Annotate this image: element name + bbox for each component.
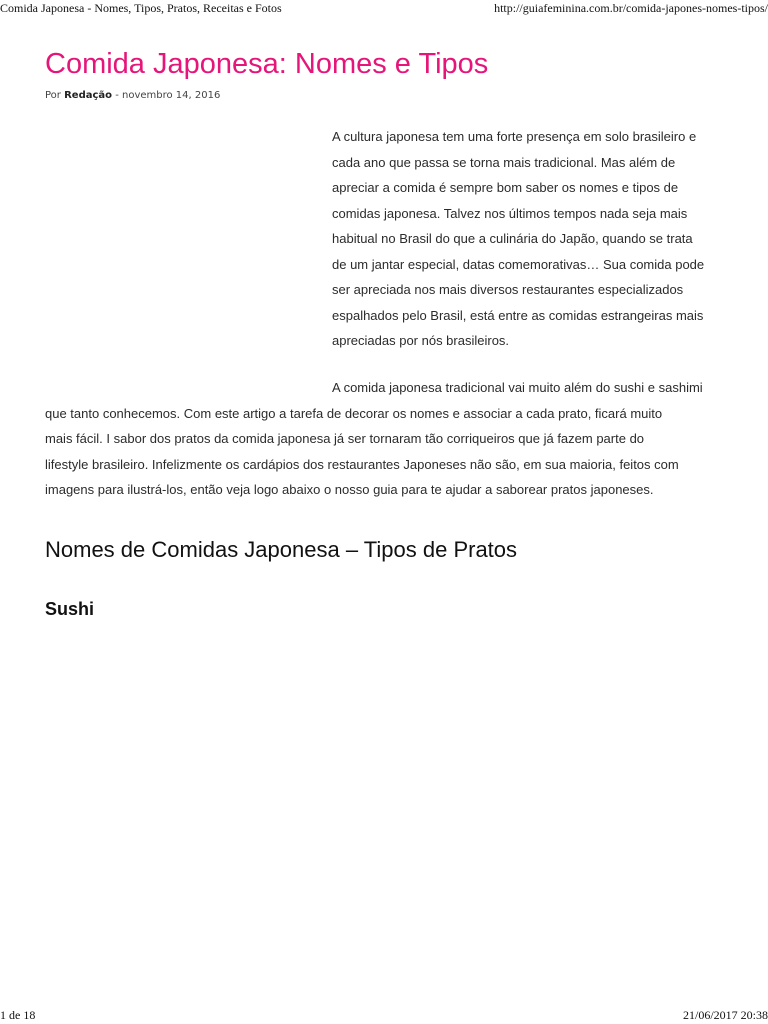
paragraph-line: apreciar a comida é sempre bom saber os nomes e tipos de <box>332 180 679 195</box>
article-title: Comida Japonesa: Nomes e Tipos <box>45 48 489 80</box>
print-footer <box>0 1008 768 1024</box>
page-indicator: 1 de 18 <box>0 1008 36 1022</box>
second-paragraph <box>45 375 703 503</box>
intro-paragraph <box>332 124 704 354</box>
print-url: http://guiafeminina.com.br/comida-japones-nomes-tipos/ <box>494 1 768 15</box>
paragraph-line: ser apreciada nos mais diversos restaurantes especializados <box>332 282 684 297</box>
paragraph-line: apreciadas por nós brasileiros. <box>332 333 510 348</box>
paragraph-line: que tanto conhecemos. Com este artigo a tarefa de decorar os nomes e associar a cada prato, ficará muito <box>45 405 663 421</box>
sub-heading-sushi: Sushi <box>45 599 95 619</box>
byline <box>45 89 220 103</box>
paragraph-line: A comida japonesa tradicional vai muito além do sushi e sashimi <box>332 380 703 395</box>
paragraph-line: cada ano que passa se torna mais tradicional. Mas além de <box>332 154 676 170</box>
paragraph-line: mais fácil. I sabor dos pratos da comida japonesa já ser tornaram tão corriqueiros que já fazem parte do <box>45 431 645 446</box>
paragraph-line: A cultura japonesa tem uma forte presença em solo brasileiro e <box>332 129 697 144</box>
print-header <box>0 1 768 17</box>
article <box>45 40 768 1000</box>
publish-date: novembro 14, 2016 <box>122 90 221 101</box>
paragraph-line: habitual no Brasil do que a culinária do Japão, quando se trata <box>332 231 693 246</box>
print-document-title: Comida Japonesa - Nomes, Tipos, Pratos, Receitas e Fotos <box>0 1 282 15</box>
paragraph-line: lifestyle brasileiro. Infelizmente os cardápios dos restaurantes Japoneses não são, em sua maioria, feitos com <box>45 456 679 472</box>
print-timestamp: 21/06/2017 20:38 <box>682 1008 768 1022</box>
author-link[interactable]: Redação <box>64 90 113 101</box>
section-heading: Nomes de Comidas Japonesa – Tipos de Pratos <box>45 537 518 562</box>
paragraph-line: comidas japonesa. Talvez nos últimos tempos nada seja mais <box>332 205 688 221</box>
paragraph-line: imagens para ilustrá-los, então veja logo abaixo o nosso guia para te ajudar a saborear pratos japoneses. <box>45 482 654 497</box>
paragraph-line: de um jantar especial, datas comemorativas… Sua comida pode <box>332 256 705 272</box>
paragraph-line: espalhados pelo Brasil, está entre as comidas estrangeiras mais <box>332 307 704 323</box>
byline-separator: - <box>112 90 122 101</box>
byline-prefix: Por <box>45 90 61 101</box>
